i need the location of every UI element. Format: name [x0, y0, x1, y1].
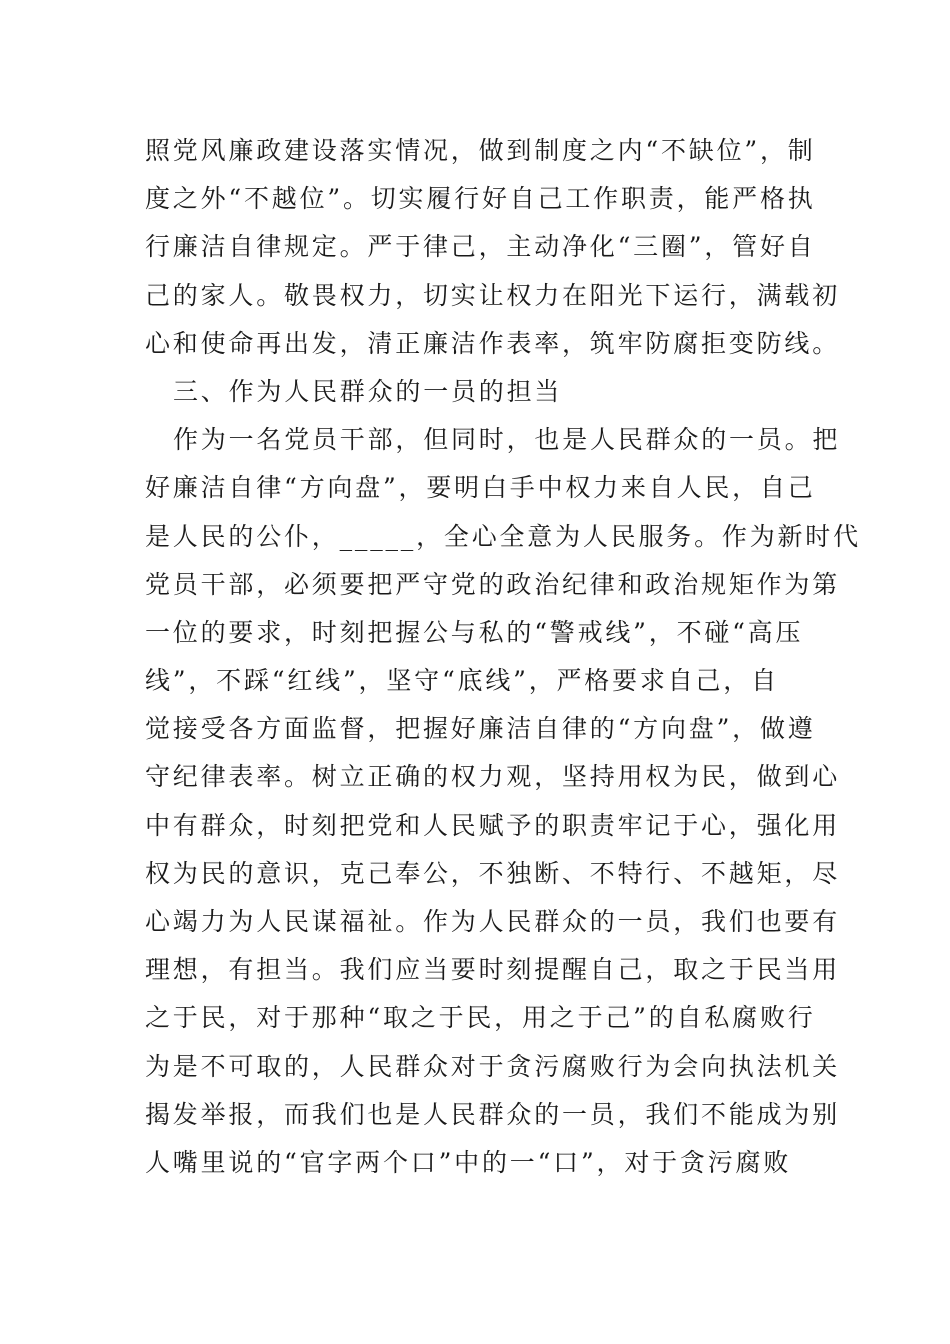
- text-line: 守纪律表率。树立正确的权力观，坚持用权为民，做到心: [145, 762, 841, 792]
- text-line: 照党风廉政建设落实情况，做到制度之内“不缺位”，制: [145, 136, 816, 165]
- text-line: 之于民，对于那种“取之于民，用之于己”的自私腐败行: [145, 1003, 816, 1033]
- text-line: 线”，不踩“红线”，坚守“底线”，严格要求自己，自: [145, 666, 779, 696]
- text-line: 己的家人。敬畏权力，切实让权力在阳光下运行，满载初: [145, 280, 841, 310]
- document-body: [145, 127, 861, 1187]
- paragraph-first-line: 作为一名党员干部，但同时，也是人民群众的一员。把: [173, 425, 841, 455]
- text-line: 一位的要求，时刻把握公与私的“警戒线”，不碰“高压: [145, 617, 804, 647]
- text-line: 是人民的公仆，_____，全心全意为人民服务。作为新时代: [145, 521, 861, 551]
- text-line: 揭发举报，而我们也是人民群众的一员，我们不能成为别: [145, 1099, 841, 1129]
- text-line: 度之外“不越位”。切实履行好自己工作职责，能严格执: [145, 184, 816, 214]
- text-line: 人嘴里说的“官字两个口”中的一“口”，对于贪污腐败: [145, 1147, 792, 1177]
- text-line: 觉接受各方面监督，把握好廉洁自律的“方向盘”，做遵: [145, 714, 816, 744]
- text-line: 好廉洁自律“方向盘”，要明白手中权力来自人民，自己: [145, 473, 816, 503]
- text-line: 理想，有担当。我们应当要时刻提醒自己，取之于民当用: [145, 955, 841, 985]
- text-line: 中有群众，时刻把党和人民赋予的职责牢记于心，强化用: [145, 810, 841, 840]
- section-heading: 三、作为人民群众的一员的担当: [173, 376, 563, 406]
- text-line: 权为民的意识，克己奉公，不独断、不特行、不越矩，尽: [145, 858, 841, 888]
- text-line: 党员干部，必须要把严守党的政治纪律和政治规矩作为第: [145, 569, 841, 599]
- text-line: 行廉洁自律规定。严于律己，主动净化“三圈”，管好自: [145, 232, 816, 262]
- text-line: 心竭力为人民谋福祉。作为人民群众的一员，我们也要有: [145, 907, 841, 936]
- text-line: 心和使命再出发，清正廉洁作表率，筑牢防腐拒变防线。: [145, 328, 841, 358]
- text-line: 为是不可取的，人民群众对于贪污腐败行为会向执法机关: [145, 1051, 841, 1081]
